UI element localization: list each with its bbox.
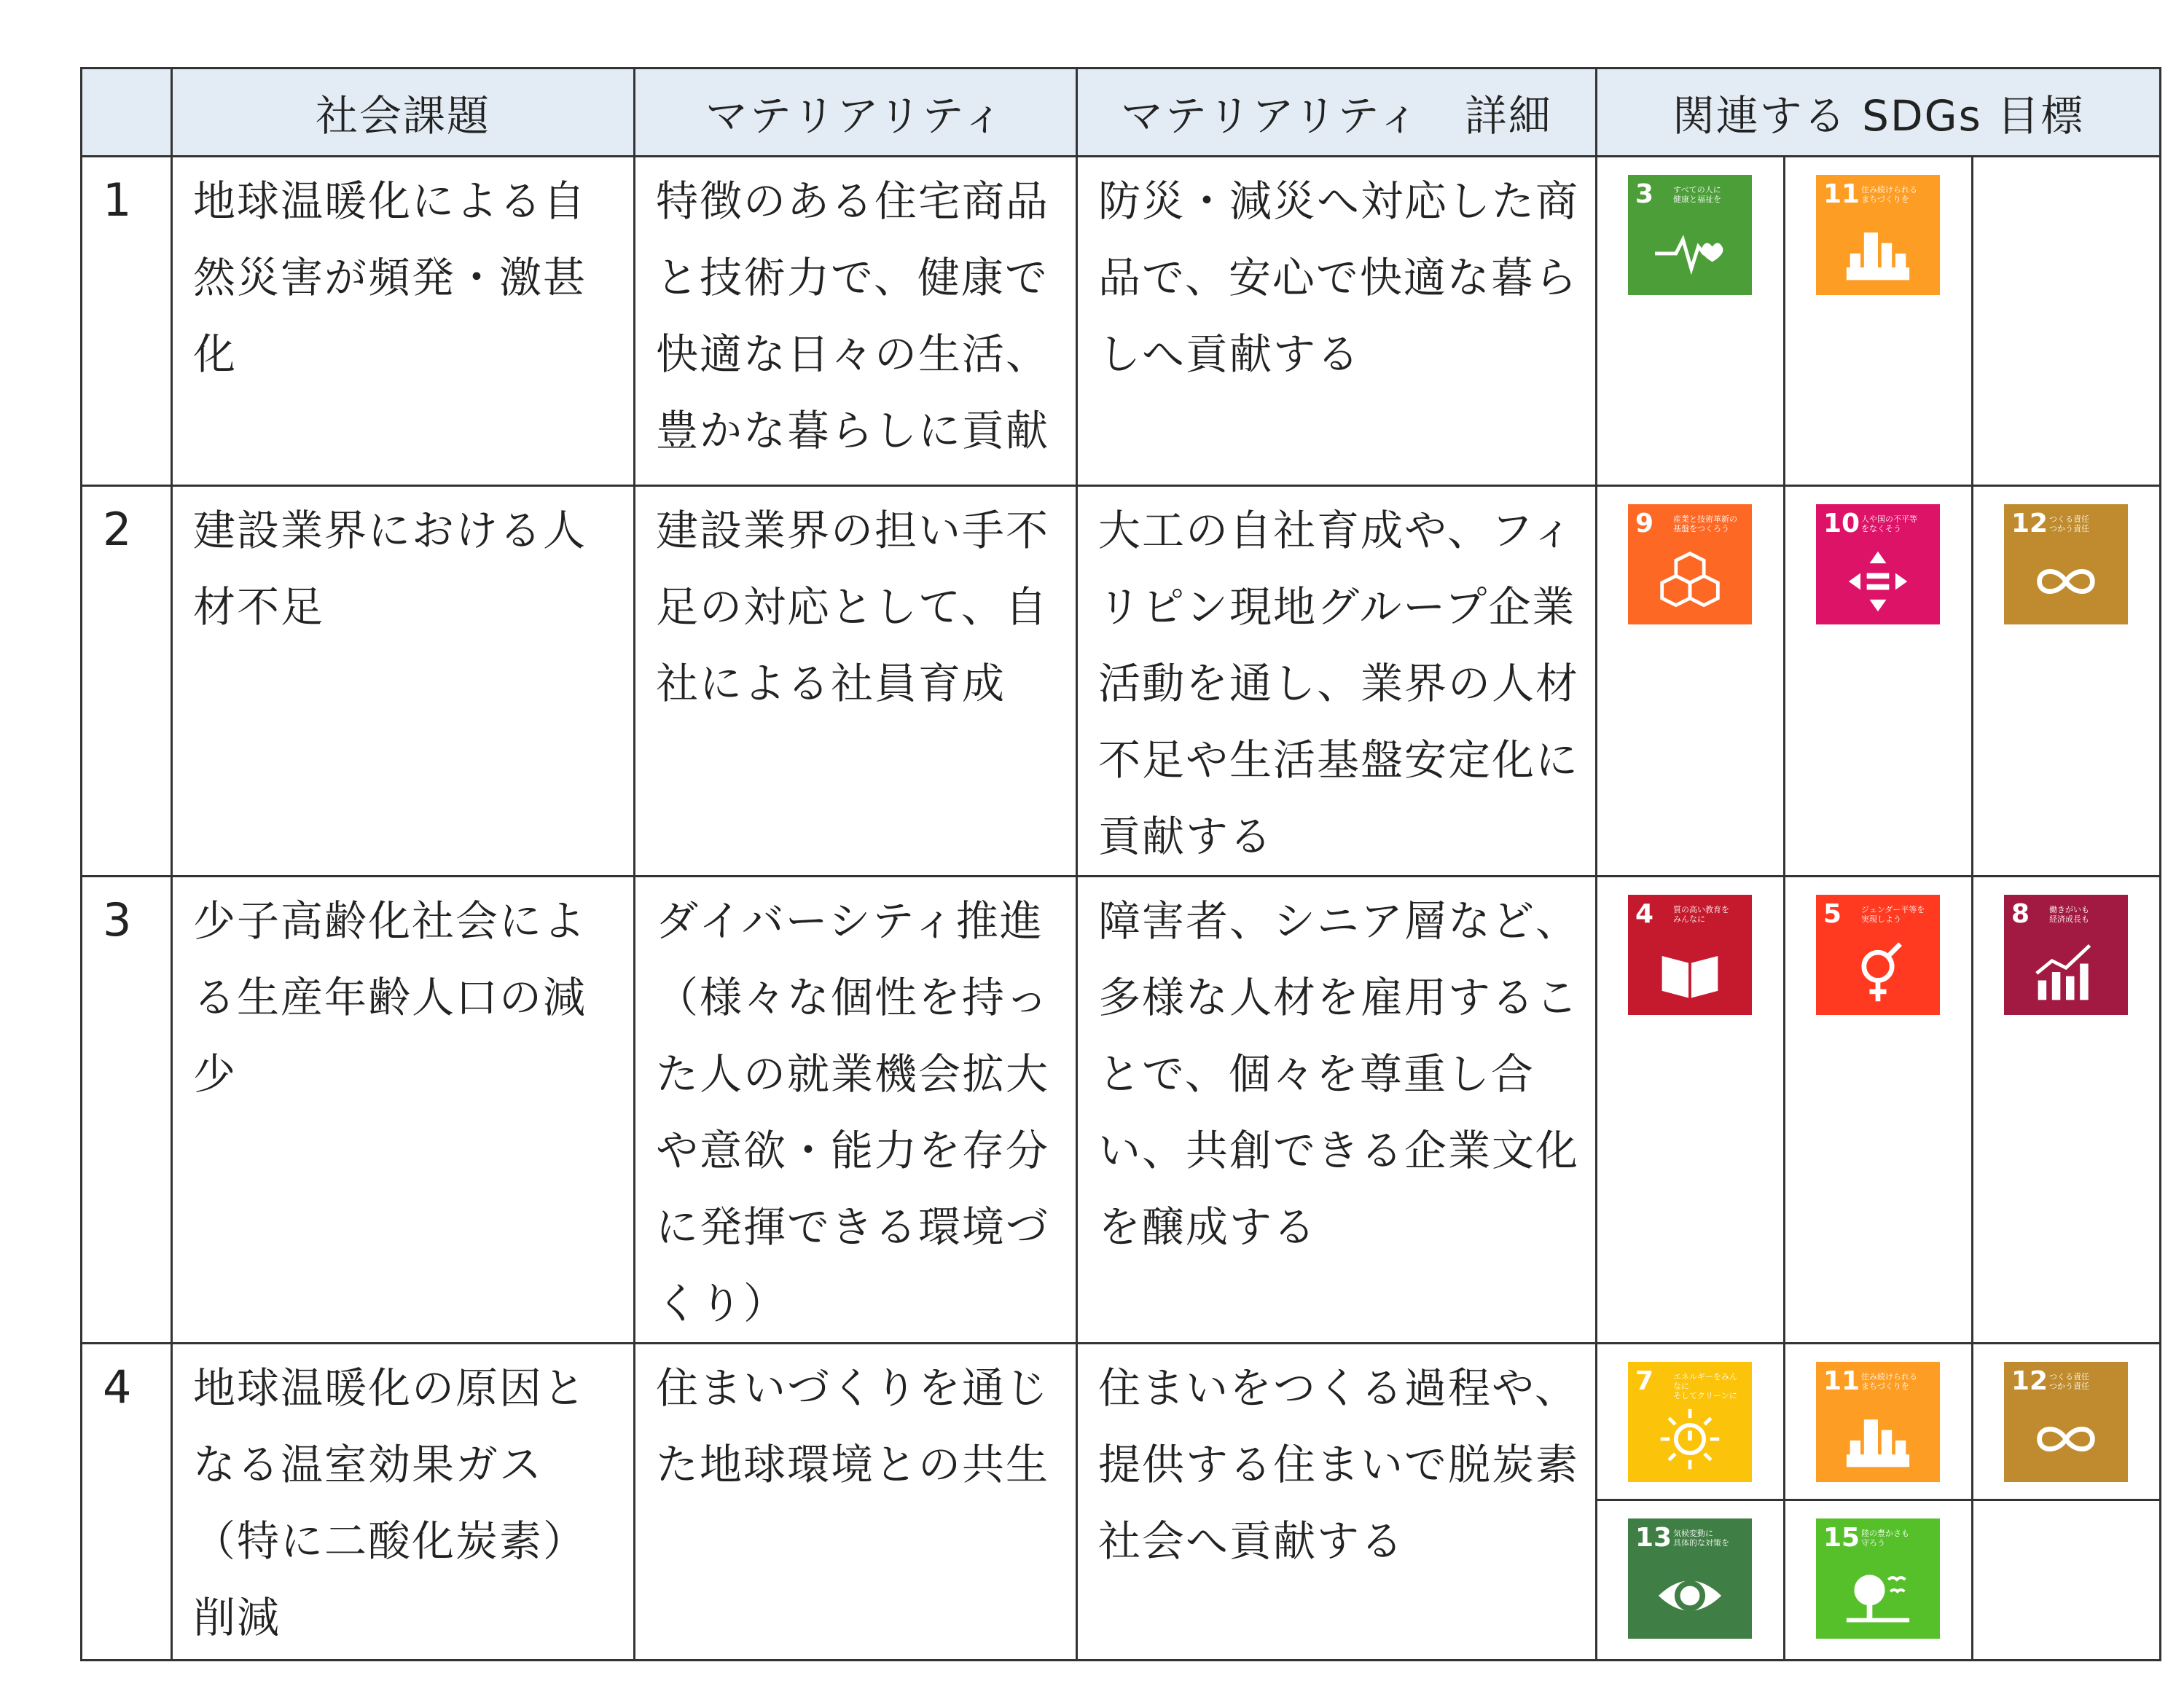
sdg-goal-number: 11 [1823, 179, 1860, 209]
sdg-cell [1973, 486, 2161, 877]
row-number: 4 [82, 1344, 172, 1661]
sdg-goal-3-icon [1628, 175, 1752, 295]
sdg-cell [1785, 1344, 1973, 1500]
sdg-goal-text: 住み続けられる まちづくりを [1861, 185, 1917, 204]
sdg-goal-11-icon [1816, 175, 1940, 295]
sdg-goal-12-icon [2004, 1362, 2128, 1482]
sdg-cell [1785, 486, 1973, 877]
sdg-cell [1597, 877, 1785, 1344]
sdg-goal-text: つくる責任 つかう責任 [2049, 1372, 2089, 1391]
materiality-table [80, 67, 2161, 1661]
header-detail: マテリアリティ 詳細 [1077, 68, 1597, 157]
header-materiality: マテリアリティ [635, 68, 1077, 157]
detail-cell: 大工の自社育成や、フィリピン現地グループ企業活動を通し、業界の人材不足や生活基盤安定化に貢献する [1077, 486, 1597, 877]
materiality-cell: 特徴のある住宅商品と技術力で、健康で快適な日々の生活、豊かな暮らしに貢献 [635, 157, 1077, 486]
materiality-cell: 住まいづくりを通じた地球環境との共生 [635, 1344, 1077, 1661]
header-num [82, 68, 172, 157]
sdg-goal-12-icon [2004, 504, 2128, 624]
sdg-goal-text: 住み続けられる まちづくりを [1861, 1372, 1917, 1391]
sdg-goal-text: つくる責任 つかう責任 [2049, 514, 2089, 533]
sdg-goal-number: 12 [2011, 1366, 2048, 1396]
sdg-goal-text: 働きがいも 経済成長も [2049, 905, 2089, 924]
table-row-1 [82, 157, 2161, 486]
sdg-cell [1785, 1500, 1973, 1661]
cubes-icon [1653, 548, 1726, 615]
materiality-cell: ダイバーシティ推進（様々な個性を持った人の就業機会拡大や意欲・能力を存分に発揮できる環境づくり） [635, 877, 1077, 1344]
tree-birds-icon [1841, 1562, 1914, 1629]
sdg-cell [1785, 157, 1973, 486]
sun-power-icon [1653, 1406, 1726, 1473]
sdg-goal-number: 15 [1823, 1523, 1860, 1553]
sdg-goal-number: 12 [2011, 509, 2048, 538]
sdg-goal-number: 4 [1635, 899, 1654, 929]
growth-chart-icon [2030, 938, 2102, 1006]
sdg-goal-number: 8 [2011, 899, 2030, 929]
sdg-goal-number: 13 [1635, 1523, 1672, 1553]
sdg-goal-number: 9 [1635, 509, 1654, 538]
issue-cell: 建設業界における人材不足 [172, 486, 635, 877]
sdg-goal-text: 産業と技術革新の 基盤をつくろう [1673, 514, 1737, 533]
sdg-cell [1597, 1500, 1785, 1661]
sdg-goal-text: 質の高い教育を みんなに [1673, 905, 1729, 924]
sdg-goal-text: ジェンダー平等を 実現しよう [1861, 905, 1925, 924]
sdg-goal-15-icon [1816, 1518, 1940, 1639]
earth-eye-icon [1653, 1562, 1726, 1629]
issue-cell: 地球温暖化による自然災害が頻発・激甚化 [172, 157, 635, 486]
sdg-goal-number: 11 [1823, 1366, 1860, 1396]
sdg-goal-number: 7 [1635, 1366, 1654, 1396]
header-sdgs: 関連する SDGs 目標 [1597, 68, 2161, 157]
sdg-cell [1597, 1344, 1785, 1500]
sdg-cell [1597, 157, 1785, 486]
city-buildings-icon [1841, 219, 1914, 286]
sdg-goal-10-icon [1816, 504, 1940, 624]
header-issue: 社会課題 [172, 68, 635, 157]
sdg-goal-4-icon [1628, 895, 1752, 1015]
detail-cell: 住まいをつくる過程や、提供する住まいで脱炭素社会へ貢献する [1077, 1344, 1597, 1661]
sdg-goal-text: 気候変動に 具体的な対策を [1673, 1529, 1729, 1548]
detail-cell: 障害者、シニア層など、多様な人材を雇用することで、個々を尊重し合い、共創できる企業文化を醸成する [1077, 877, 1597, 1344]
sdg-goal-text: 陸の豊かさも 守ろう [1861, 1529, 1909, 1548]
sdg-cell-empty [1973, 157, 2161, 486]
issue-cell: 地球温暖化の原因となる温室効果ガス（特に二酸化炭素）削減 [172, 1344, 635, 1661]
sdg-cell [1785, 877, 1973, 1344]
row-number: 1 [82, 157, 172, 486]
header-row [82, 68, 2161, 157]
equality-arrows-icon [1841, 548, 1914, 615]
sdg-goal-number: 5 [1823, 899, 1842, 929]
sdg-goal-8-icon [2004, 895, 2128, 1015]
city-buildings-icon [1841, 1406, 1914, 1473]
gender-equality-icon [1841, 938, 1914, 1006]
sdg-goal-7-icon [1628, 1362, 1752, 1482]
sdg-cell-empty [1973, 1500, 2161, 1661]
sdg-goal-number: 10 [1823, 509, 1860, 538]
table-row-3 [82, 877, 2161, 1344]
sdg-goal-9-icon [1628, 504, 1752, 624]
sdg-cell [1973, 877, 2161, 1344]
heartbeat-icon [1653, 219, 1726, 286]
table-row-2 [82, 486, 2161, 877]
sdg-goal-number: 3 [1635, 179, 1654, 209]
sdg-goal-text: 人や国の不平等 をなくそう [1861, 514, 1917, 533]
table-row-4 [82, 1344, 2161, 1500]
row-number: 3 [82, 877, 172, 1344]
infinity-icon [2030, 1406, 2102, 1473]
sdg-cell [1597, 486, 1785, 877]
infinity-icon [2030, 548, 2102, 615]
materiality-cell: 建設業界の担い手不足の対応として、自社による社員育成 [635, 486, 1077, 877]
sdg-goal-13-icon [1628, 1518, 1752, 1639]
sdg-goal-11-icon [1816, 1362, 1940, 1482]
issue-cell: 少子高齢化社会による生産年齢人口の減少 [172, 877, 635, 1344]
detail-cell: 防災・減災へ対応した商品で、安心で快適な暮らしへ貢献する [1077, 157, 1597, 486]
sdg-cell [1973, 1344, 2161, 1500]
sdg-goal-text: すべての人に 健康と福祉を [1673, 185, 1721, 204]
sdg-goal-text: エネルギーをみんなに そしてクリーンに [1673, 1372, 1737, 1400]
book-icon [1653, 938, 1726, 1006]
sdg-goal-5-icon [1816, 895, 1940, 1015]
row-number: 2 [82, 486, 172, 877]
